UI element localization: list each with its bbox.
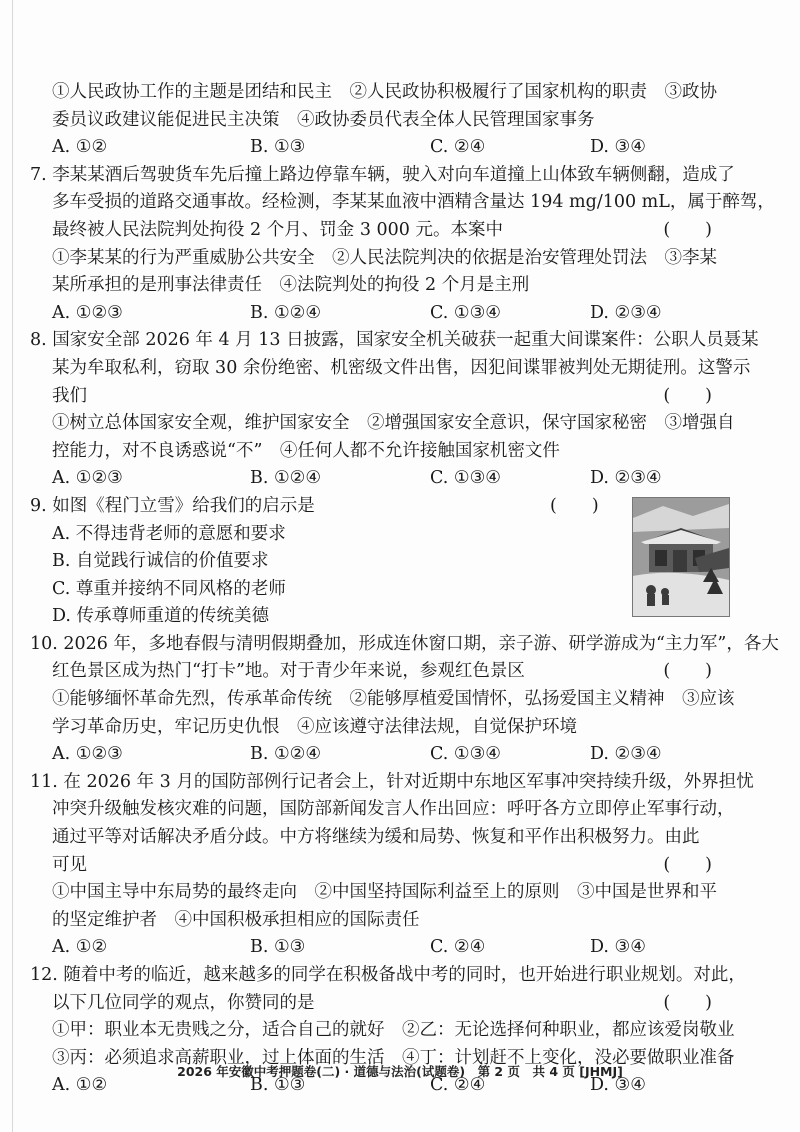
q8-stem-line-1: 8. 国家安全部 2026 年 4 月 13 日披露，国家安全机关破获一起重大间谍案件：公职人员聂某 [30,330,759,351]
q12-option-b: B. ①③ [250,1075,306,1096]
snow-scene-illustration [632,497,730,617]
q6-option-d: D. ③④ [590,137,646,158]
q6-choice-line-1: ①人民政协工作的主题是团结和民主 ②人民政协积极履行了国家机构的职责 ③政协 [52,82,717,102]
q7-choice-line-2: 某所承担的是刑事法律责任 ④法院判处的拘役 2 个月是主刑 [52,275,530,296]
q8-option-c: C. ①③④ [430,468,501,489]
q10-options [30,741,770,769]
q11-stem-line-3: 通过平等对话解决矛盾分歧。中方将继续为缓和局势、恢复和平作出积极努力。由此 [52,827,700,848]
q7-choice-line-1: ①李某某的行为严重威胁公共安全 ②人民法院判决的依据是治安管理处罚法 ③李某 [52,247,717,268]
q12-option-d: D. ③④ [590,1075,646,1096]
q7-option-a: A. ①②③ [52,302,123,323]
q10-choice-line-2: 学习革命历史，牢记历史仇恨 ④应该遵守法律法规，自觉保护环境 [52,716,577,737]
q7-stem-line-2: 多车受损的道路交通事故。经检测，李某某血液中酒精含量达 194 mg/100 mL，属于醉驾， [52,192,775,213]
q10-option-a: A. ①②③ [52,744,123,765]
q9-option-d: D. 传承尊师重道的传统美德 [52,606,270,627]
binding-line [12,0,13,1132]
q11-choice-line-1: ①中国主导中东局势的最终走向 ②中国坚持国际利益至上的原则 ③中国是世界和平 [52,882,717,903]
q7-options [30,300,770,328]
q9-block [30,493,770,631]
q7-option-d: D. ②③④ [590,302,662,323]
q7-option-b: B. ①②④ [250,302,322,323]
q12-stem-line-2 [30,990,770,1018]
q9-option-c: C. 尊重并接纳不同风格的老师 [52,578,286,599]
q10-stem-line-1: 10. 2026 年，多地春假与清明假期叠加，形成连休窗口期，亲子游、研学游成为“主力军”，各大 [30,633,779,654]
q10-answer-bracket: ( ) [663,661,712,682]
q10-option-d: D. ②③④ [590,744,662,765]
q8-choice-line-1: ①树立总体国家安全观，维护国家安全 ②增强国家安全意识，保守国家秘密 ③增强自 [52,413,735,434]
q9-option-a: A. 不得违背老师的意愿和要求 [52,523,286,544]
q7-answer-bracket: ( ) [663,219,712,240]
q8-option-a: A. ①②③ [52,468,123,489]
q12-choice-line-1: ①甲：职业本无贵贱之分，适合自己的就好 ②乙：无论选择何种职业，都应该爱岗敬业 [52,1020,735,1041]
q11-option-b: B. ①③ [250,937,306,958]
q11-stem-line-4 [30,852,770,880]
page-footer: 2026 年安徽中考押题卷(二) · 道德与法治(试题卷) 第 2 页 共 4 页 [JHMJ] [177,1064,623,1079]
q6-options [30,134,770,162]
q8-option-b: B. ①②④ [250,468,322,489]
q11-option-d: D. ③④ [590,937,646,958]
snow-scene-drawing [633,498,729,616]
q11-option-c: C. ②④ [430,937,486,958]
q10-option-c: C. ①③④ [430,744,501,765]
q12-stem-text: 以下几位同学的观点，你赞同的是 [52,992,315,1013]
q7-stem-line-3 [30,217,770,245]
q8-stem-line-2: 某为牟取私利，窃取 30 余份绝密、机密级文件出售，因犯间谍罪被判处无期徒刑。这警示 [52,357,751,378]
q11-choice-line-2: 的坚定维护者 ④中国积极承担相应的国际责任 [52,909,420,930]
q12-option-a: A. ①② [52,1075,108,1096]
q7-stem-line-1: 7. 李某某酒后驾驶货车先后撞上路边停靠车辆，驶入对向车道撞上山体致车辆侧翻，造成了 [30,164,735,185]
q11-stem-line-1: 11. 在 2026 年 3 月的国防部例行记者会上，针对近期中东地区军事冲突持续升级，外界担忧 [30,771,754,792]
q8-options [30,465,770,493]
q10-choice-line-1: ①能够缅怀革命先烈，传承革命传统 ②能够厚植爱国情怀，弘扬爱国主义精神 ③应该 [52,689,735,710]
q6-option-c: C. ②④ [430,137,486,158]
q8-option-d: D. ②③④ [590,468,662,489]
q11-option-a: A. ①② [52,937,108,958]
q9-option-b: B. 自觉践行诚信的价值要求 [52,551,269,572]
q10-stem-text: 红色景区成为热门“打卡”地。对于青少年来说，参观红色景区 [52,661,525,682]
q8-choice-line-2: 控能力，对不良诱惑说“不” ④任何人都不允许接触国家机密文件 [52,440,560,461]
q9-answer-bracket: ( ) [550,495,599,516]
q12-choice-line-2: ③丙：必须追求高薪职业，过上体面的生活 ④丁：计划赶不上变化，没必要做职业准备 [52,1047,735,1068]
q11-stem-text: 可见 [52,854,87,875]
q11-options [30,934,770,962]
q12-option-c: C. ②④ [430,1075,486,1096]
q10-stem-line-2 [30,658,770,686]
q6-choice-line-2: 委员议政建议能促进民主决策 ④政协委员代表全体人民管理国家事务 [52,109,595,130]
q6-option-a: A. ①② [52,137,108,158]
q11-answer-bracket: ( ) [663,854,712,875]
q9-stem-text: 9. 如图《程门立雪》给我们的启示是 [30,495,315,516]
q8-stem-text: 我们 [52,385,87,406]
q11-stem-line-2: 冲突升级触发核灾难的问题，国防部新闻发言人作出回应：呼吁各方立即停止军事行动， [52,799,735,820]
q6-option-b: B. ①③ [250,137,306,158]
q10-option-b: B. ①②④ [250,744,322,765]
q12-stem-line-1: 12. 随着中考的临近，越来越多的同学在积极备战中考的同时，也开始进行职业规划。对此， [30,965,746,985]
q8-answer-bracket: ( ) [663,385,712,406]
q8-stem-line-3 [30,383,770,411]
q7-option-c: C. ①③④ [430,302,501,323]
question-content [30,79,779,1100]
q12-answer-bracket: ( ) [663,992,712,1013]
q7-stem-text: 最终被人民法院判处拘役 2 个月、罚金 3 000 元。本案中 [52,219,503,240]
